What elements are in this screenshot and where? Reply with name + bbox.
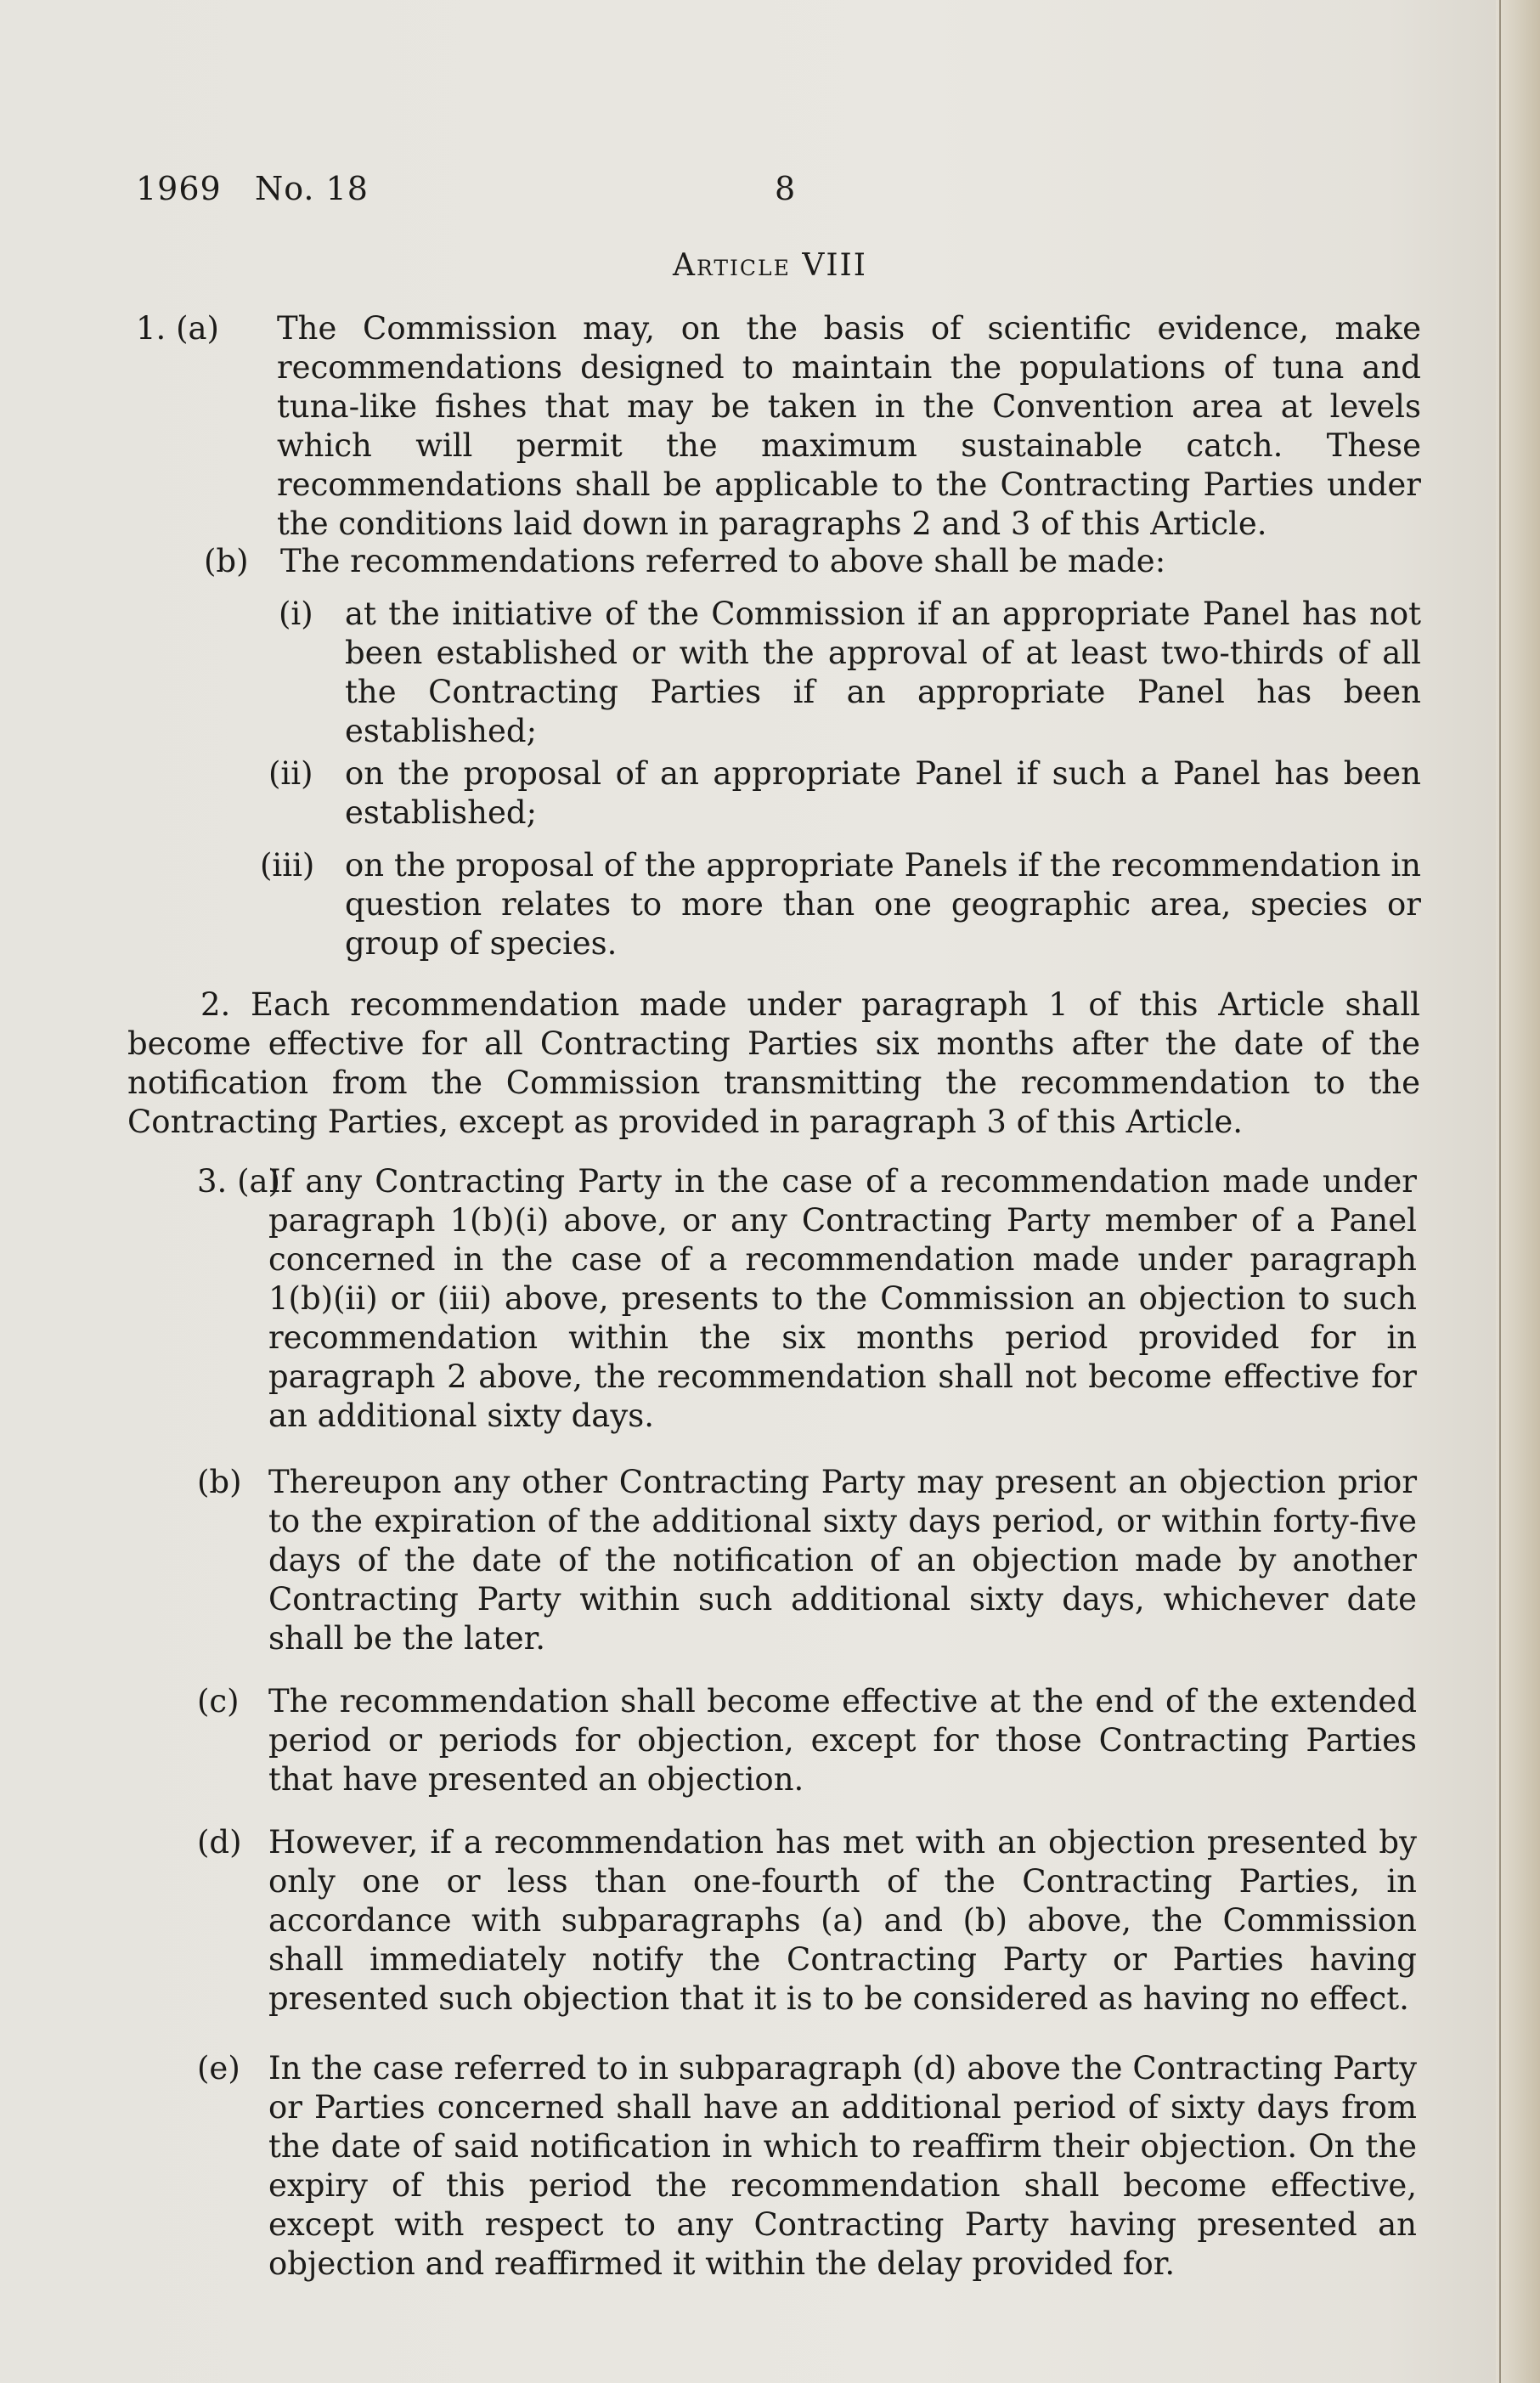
paragraph-2 [0, 985, 1540, 1142]
paragraph-text: In the case referred to in subparagraph (d) above the Contracting Party or Parties concerned shall have an additional period of sixty days from the date of said notification in which to reaffirm their objection. On the expiry of this period the recommendation shall become effective, except with respect to any Contracting Party having presented an objection and reaffirmed it within the delay provided for. [268, 2050, 1417, 2282]
paragraph-label: (iii) [260, 847, 315, 884]
paragraph-text: Thereupon any other Contracting Party may present an objection prior to the expiration of the additional sixty days period, or within forty-five days of the date of the notification of an objection made by another Contracting Party within such additional sixty days, whichever date shall be the later. [268, 1464, 1417, 1657]
paragraph-label: (i) [279, 596, 313, 632]
paragraph-3a [0, 1162, 1540, 1436]
paragraph-3b [0, 1463, 1540, 1658]
paragraph-text: 2. Each recommendation made under paragraph 1 of this Article shall become effective for all Contracting Parties six months after the date of the notification from the Commission transmitting the recommendation to the Contracting Parties, except as provided in paragraph 3 of this Article. [127, 986, 1420, 1140]
paragraph-text: at the initiative of the Commission if an appropriate Panel has not been established or with the approval of at least two-thirds of all the Contracting Parties if an appropriate Panel has been established; [345, 596, 1421, 749]
paragraph-3c [0, 1682, 1540, 1799]
paragraph-1b-iii [0, 846, 1540, 963]
paragraph-3d [0, 1823, 1540, 2019]
header-year-number: 1969 No. 18 [136, 170, 369, 207]
paragraph-1b [0, 542, 1540, 581]
paragraph-1a [0, 309, 1540, 544]
paragraph-text: The recommendation shall become effective at the end of the extended period or periods for objection, except for those Contracting Parties that have presented an objection. [268, 1683, 1417, 1798]
page-header [136, 170, 797, 207]
paragraph-1b-ii [0, 754, 1540, 833]
paragraph-text: on the proposal of an appropriate Panel if such a Panel has been established; [345, 755, 1421, 831]
paragraph-label: (b) [197, 1464, 242, 1500]
paragraph-text: If any Contracting Party in the case of a recommendation made under paragraph 1(b)(i) above, or any Contracting Party member of a Panel concerned in the case of a recommendation made under paragraph 1(b)(ii) or (iii) above, presents to the Commission an objection to such recommendation within the six months period provided for in paragraph 2 above, the recommendation shall not become effective for an additional sixty days. [268, 1163, 1417, 1434]
paragraph-1b-i [0, 595, 1540, 751]
paragraph-label: (d) [197, 1824, 242, 1861]
paragraph-text: The recommendations referred to above shall be made: [280, 543, 1166, 579]
paragraph-label: 1. (a) [136, 310, 219, 347]
paragraph-text: However, if a recommendation has met with an objection presented by only one or less than one-fourth of the Contracting Parties, in accordance with subparagraphs (a) and (b) above, the Commission shall immediately notify the Contracting Party or Parties having presented such objection that it is to be considered as having no effect. [268, 1824, 1417, 2017]
paragraph-text: on the proposal of the appropriate Panels if the recommendation in question relates to more than one geographic area, species or group of species. [345, 847, 1421, 962]
paragraph-label: (e) [197, 2050, 240, 2087]
paragraph-text: The Commission may, on the basis of scientific evidence, make recommendations designed to maintain the populations of tuna and tuna-like fishes that may be taken in the Convention area at levels which will permit the maximum sustainable catch. These recommendations shall be applicable to the Contracting Parties under the conditions laid down in paragraphs 2 and 3 of this Article. [277, 310, 1421, 542]
paragraph-3e [0, 2049, 1540, 2284]
paragraph-label: (c) [197, 1683, 240, 1719]
paragraph-label: 3. (a) [197, 1163, 280, 1200]
paragraph-label: (b) [204, 543, 249, 579]
header-page-number: 8 [775, 170, 797, 207]
paragraph-label: (ii) [268, 755, 313, 792]
article-title: Article VIII [672, 248, 867, 283]
